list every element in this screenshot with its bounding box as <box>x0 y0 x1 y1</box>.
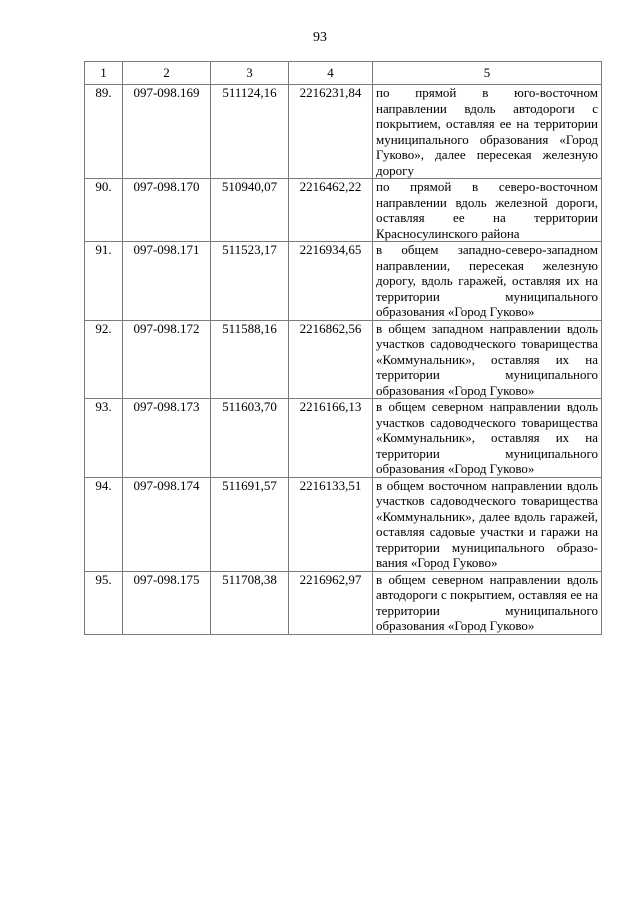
boundary-description: по прямой в северо-восточном направлении вдоль железной дороги, оставляя ее на территории Красносулинского района <box>373 179 602 242</box>
coordinate-y: 2216231,84 <box>289 85 373 179</box>
coordinate-x: 511523,17 <box>211 242 289 321</box>
coordinate-x: 511708,38 <box>211 571 289 634</box>
point-code: 097-098.170 <box>123 179 211 242</box>
header-col-2: 2 <box>123 62 211 85</box>
row-number: 93. <box>85 399 123 478</box>
point-code: 097-098.175 <box>123 571 211 634</box>
table-body <box>85 85 602 635</box>
row-number: 94. <box>85 477 123 571</box>
coordinate-y: 2216166,13 <box>289 399 373 478</box>
coordinate-y: 2216862,56 <box>289 320 373 399</box>
point-code: 097-098.169 <box>123 85 211 179</box>
coordinate-x: 511588,16 <box>211 320 289 399</box>
boundary-description: в общем западно-северо-западном направлении, пересекая железную дорогу, вдоль гаражей, оставляя их на территории муниципального образования «Город Гуково» <box>373 242 602 321</box>
boundary-description: в общем западном направлении вдоль участков садоводческого товарищества «Коммунальник», оставляя их на территории муниципального образования «Город Гуково» <box>373 320 602 399</box>
row-number: 90. <box>85 179 123 242</box>
boundary-description: в общем северном направлении вдоль участков садоводческого товарищества «Коммунальник», оставляя их на территории муниципального образования «Город Гуково» <box>373 399 602 478</box>
table-row <box>85 85 602 179</box>
table-row <box>85 571 602 634</box>
boundary-description: в общем восточном направлении вдоль участков садоводческого товарищества «Коммунальник», далее вдоль гаражей, оставляя садовые участки и гаражи на территории муниципального образования «Город Гуково» <box>373 477 602 571</box>
boundary-description: по прямой в юго-восточном направлении вдоль автодороги с покрытием, оставляя ее на территории муниципального образования «Город Гуково», далее пересекая железную дорогу <box>373 85 602 179</box>
point-code: 097-098.172 <box>123 320 211 399</box>
header-row <box>85 62 602 85</box>
boundary-description: в общем северном направлении вдоль автодороги с покрытием, оставляя ее на территории муниципального образования «Город Гуково» <box>373 571 602 634</box>
table-row <box>85 242 602 321</box>
table-row <box>85 320 602 399</box>
coordinate-x: 511603,70 <box>211 399 289 478</box>
row-number: 95. <box>85 571 123 634</box>
header-col-5: 5 <box>373 62 602 85</box>
row-number: 91. <box>85 242 123 321</box>
coordinate-y: 2216462,22 <box>289 179 373 242</box>
table-header <box>85 62 602 85</box>
table-row <box>85 477 602 571</box>
coordinate-y: 2216962,97 <box>289 571 373 634</box>
coordinate-x: 510940,07 <box>211 179 289 242</box>
header-col-1: 1 <box>85 62 123 85</box>
header-col-4: 4 <box>289 62 373 85</box>
point-code: 097-098.174 <box>123 477 211 571</box>
coordinate-x: 511124,16 <box>211 85 289 179</box>
table-row <box>85 399 602 478</box>
header-col-3: 3 <box>211 62 289 85</box>
coordinate-x: 511691,57 <box>211 477 289 571</box>
point-code: 097-098.171 <box>123 242 211 321</box>
page-number: 93 <box>313 30 327 45</box>
row-number: 92. <box>85 320 123 399</box>
coordinate-y: 2216133,51 <box>289 477 373 571</box>
point-code: 097-098.173 <box>123 399 211 478</box>
boundary-table <box>84 61 602 635</box>
table-row <box>85 179 602 242</box>
row-number: 89. <box>85 85 123 179</box>
coordinate-y: 2216934,65 <box>289 242 373 321</box>
